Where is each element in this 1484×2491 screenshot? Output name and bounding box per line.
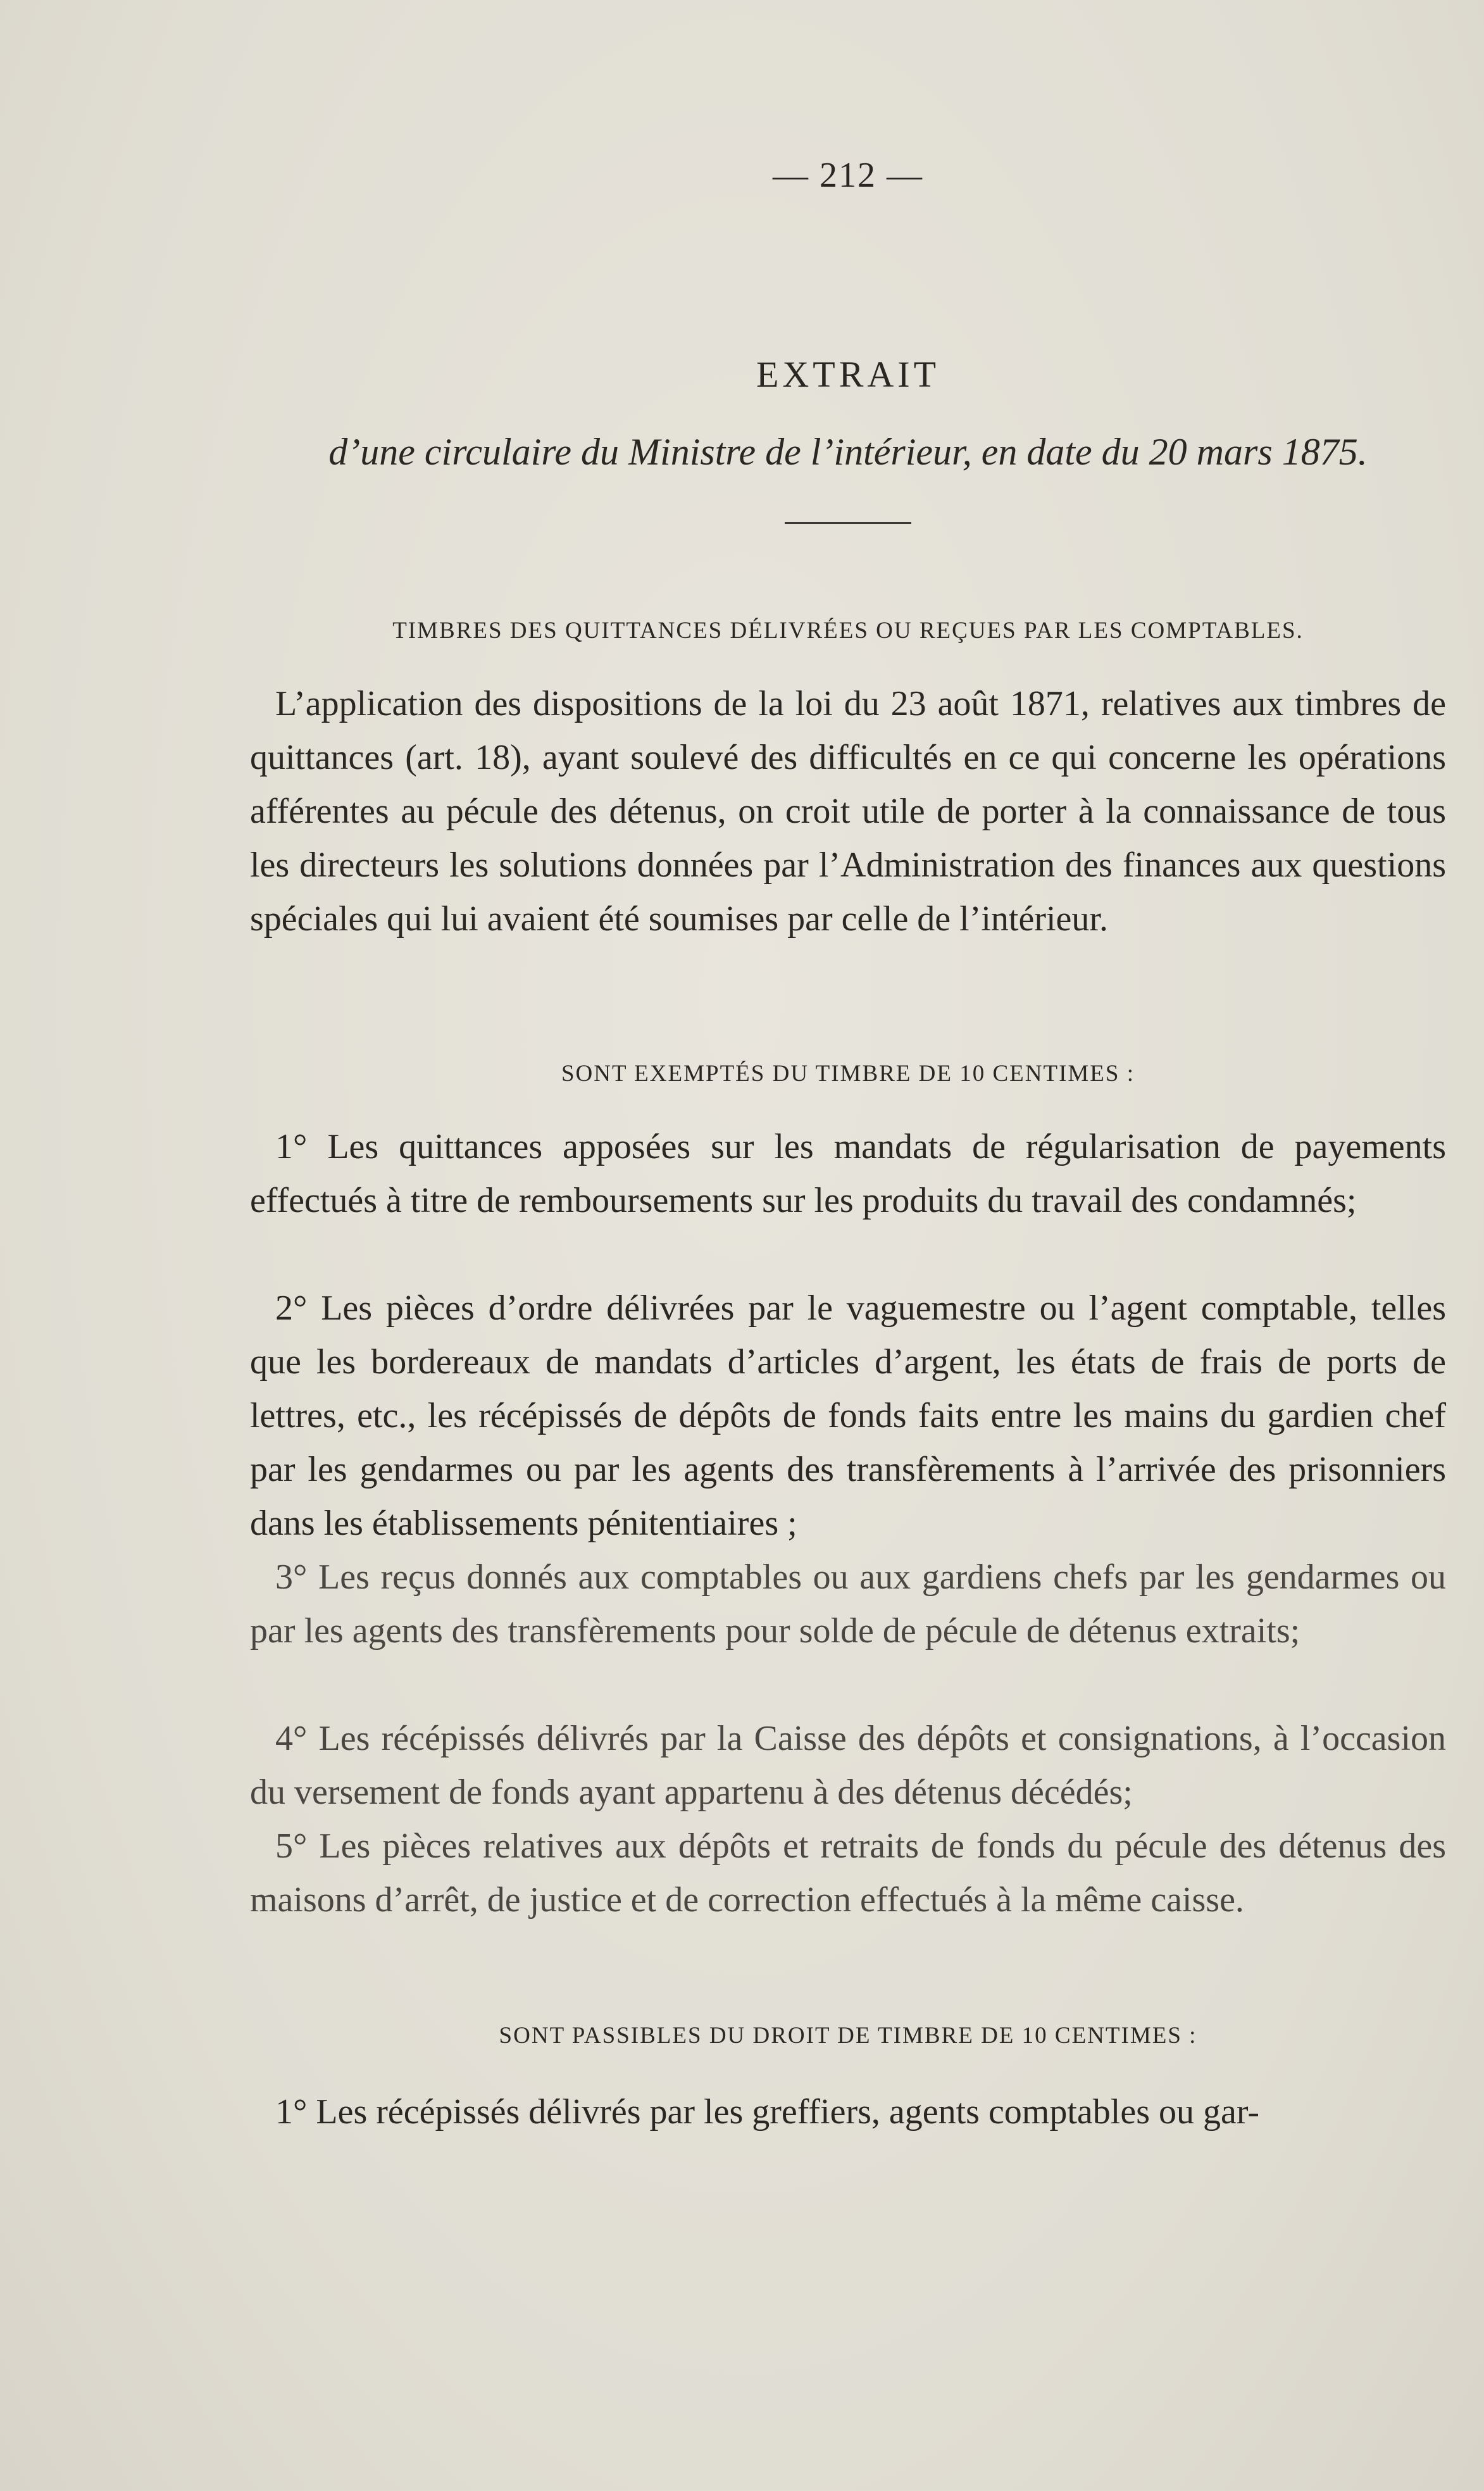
document-subtitle: d’une circulaire du Ministre de l’intérieur, en date du 20 mars 1875. [328, 431, 1368, 473]
exempt-item-2: 2° Les pièces d’ordre délivrées par le vaguemestre ou l’agent comptable, telles que les bordereaux de mandats d’articles d’argent, les états de frais de ports de lettres, etc., les récépissés de dépôts de fonds faits entre les mains du gardien chef par les gendarmes ou par les agents des transfèrements à l’arrivée des prisonniers dans les établissements pénitentiaires ; [250, 1289, 1446, 1543]
exempt-item-3: 3° Les reçus donnés aux comptables ou aux gardiens chefs par les gendarmes ou par les agents des transfèrements pour solde de pécule de détenus extraits; [250, 1558, 1446, 1651]
document-title: EXTRAIT [756, 354, 940, 395]
exempt-item-4: 4° Les récépissés délivrés par la Caisse des dépôts et consignations, à l’occasion du versement de fonds ayant appartenu à des détenus décédés; [250, 1719, 1446, 1812]
exempt-item-1: 1° Les quittances apposées sur les mandats de régularisation de payements effectués à titre de remboursements sur les produits du travail des condamnés; [250, 1127, 1446, 1220]
exempt-item-5: 5° Les pièces relatives aux dépôts et retraits de fonds du pécule des détenus des maisons d’arrêt, de justice et de correction effectués à la même caisse. [250, 1826, 1446, 1920]
page-number: — 212 — [773, 156, 923, 195]
liable-item-1: 1° Les récépissés délivrés par les greffiers, agents comptables ou gar- [275, 2092, 1260, 2132]
section-heading-timbres: TIMBRES DES QUITTANCES DÉLIVRÉES OU REÇUES PAR LES COMPTABLES. [392, 618, 1304, 644]
section-heading-exemptes: SONT EXEMPTÉS DU TIMBRE DE 10 CENTIMES : [561, 1061, 1135, 1087]
title-divider [785, 522, 911, 524]
intro-paragraph: L’application des dispositions de la loi du 23 août 1871, relatives aux timbres de quittances (art. 18), ayant soulevé des difficultés en ce qui concerne les opérations afférentes au pécule des détenus, on croit utile de porter à la connaissance de tous les directeurs les solutions données par l’Administration des finances aux questions spéciales qui lui avaient été soumises par celle de l’intérieur. [250, 684, 1446, 939]
section-heading-passibles: SONT PASSIBLES DU DROIT DE TIMBRE DE 10 CENTIMES : [499, 2023, 1197, 2049]
